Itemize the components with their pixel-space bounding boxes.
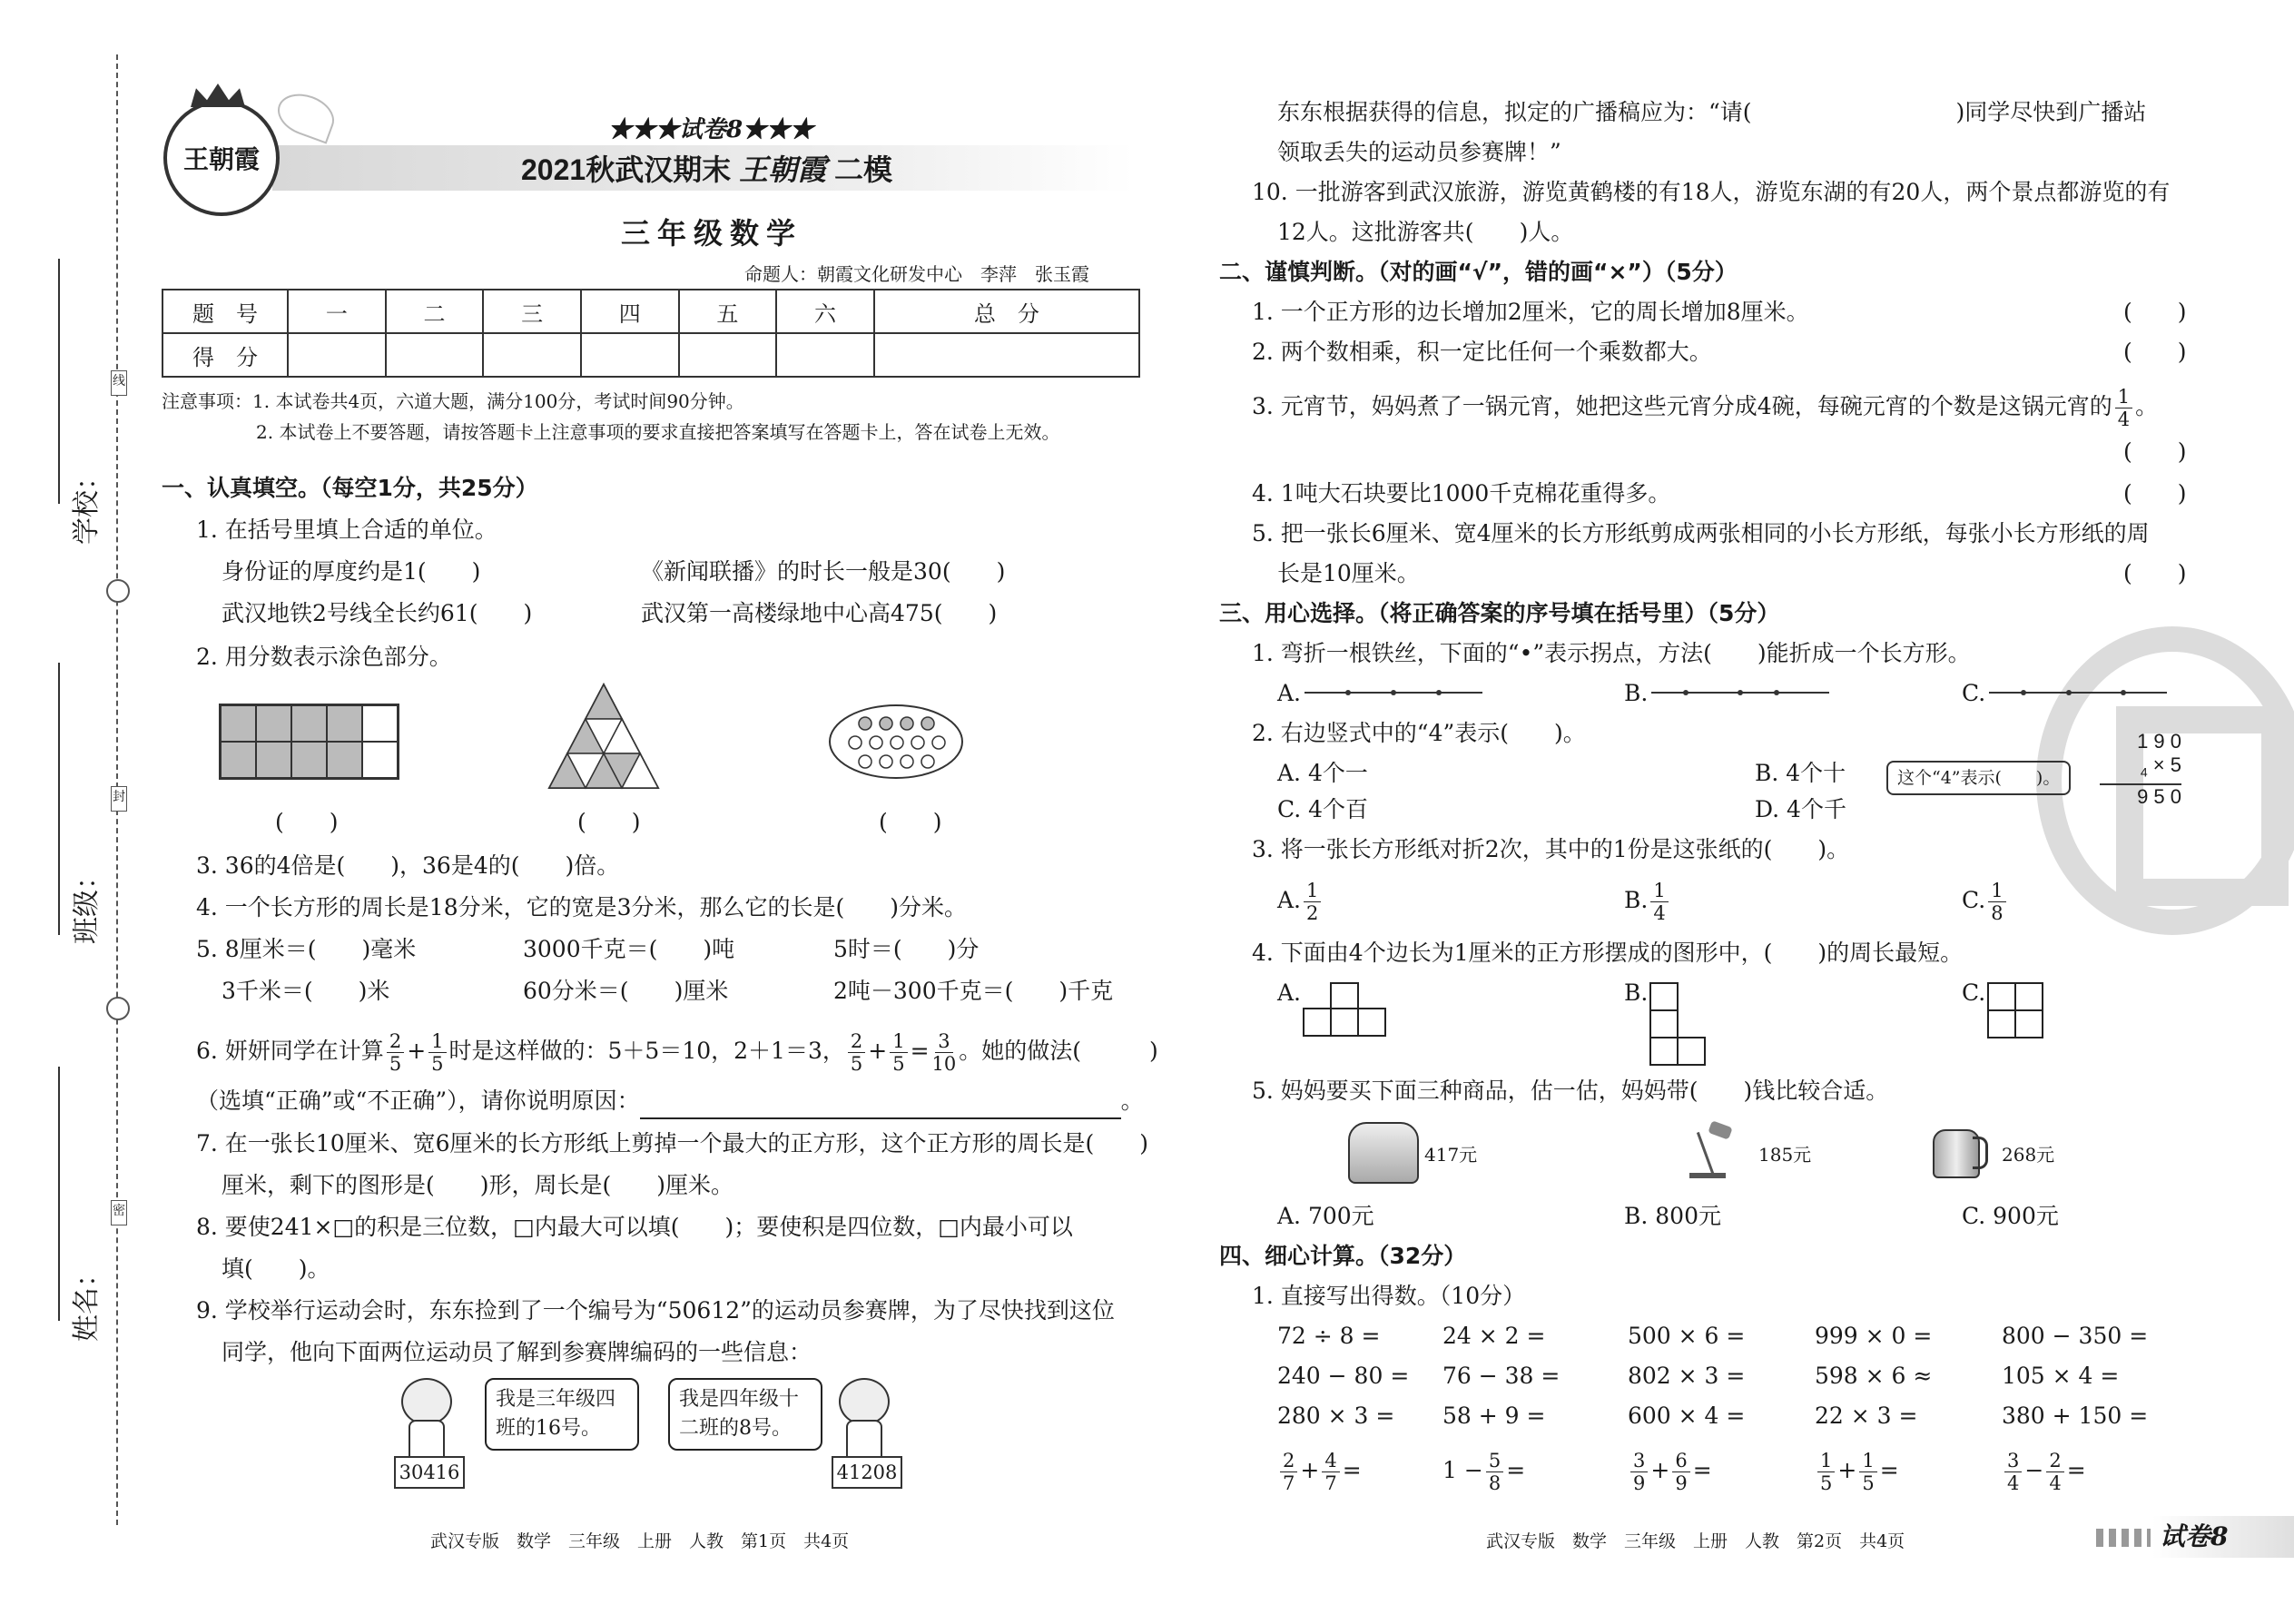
title-main: 2021秋武汉期末: [521, 153, 732, 186]
footer-dots-icon: [2096, 1529, 2151, 1547]
footer-right: 武汉专版 数学 三年级 上册 人教 第2页 共4页: [1486, 1531, 1905, 1551]
fraction: $\frac{1}{4}$: [2115, 386, 2132, 430]
j5b: 长是10厘米。: [1277, 560, 1420, 586]
binding-mark-mi: 密: [111, 1200, 127, 1225]
frac-calc-5: $\frac{3}{4}$ − $\frac{2}{4}$ =: [2002, 1443, 2086, 1498]
binding-mark-xian: 线: [111, 370, 127, 396]
c1-option-b[interactable]: B.: [1624, 680, 1649, 706]
kettle-icon: [1925, 1120, 1989, 1180]
boy-avatar: [833, 1378, 891, 1456]
c3-option-b[interactable]: B. $\frac{1}{4}$: [1624, 875, 1671, 926]
score-cell[interactable]: [386, 333, 484, 377]
q2: 2. 用分数表示涂色部分。: [196, 644, 452, 670]
shaded-triangle-figure: [547, 683, 660, 790]
q8a: 8. 要使241×□的积是三位数，□内最大可以填( )；要使积是四位数，□内最小可以: [196, 1214, 1073, 1240]
c5: 5. 妈妈要买下面三种商品，估一估，妈妈带( )钱比较合适。: [1252, 1078, 1889, 1104]
girl-avatar: [396, 1378, 454, 1456]
score-row-label: 得 分: [162, 333, 288, 377]
shape-a: [1303, 982, 1412, 1037]
vertical-calc: [2100, 730, 2181, 809]
score-header: 题 号: [162, 290, 288, 333]
c4-option-c[interactable]: C.: [1962, 979, 1986, 1006]
price-2: 185元: [1758, 1144, 1812, 1166]
name-label: 姓名：: [71, 1260, 103, 1342]
exam-number: ★★★试卷8★★★: [608, 116, 814, 143]
q1a: 身份证的厚度约是1( ): [222, 558, 481, 585]
c5-option-c[interactable]: C. 900元: [1962, 1203, 2059, 1229]
r2: 领取丢失的运动员参赛牌！”: [1277, 139, 1561, 165]
j1: 1. 一个正方形的边长增加2厘米，它的周长增加8厘米。: [1252, 299, 1809, 325]
calc-item: 802 × 3 =: [1628, 1363, 1746, 1389]
q5b: 3000千克＝( )吨: [523, 936, 735, 962]
c4-option-a[interactable]: A.: [1277, 979, 1302, 1006]
calc-item: 500 × 6 =: [1628, 1323, 1746, 1349]
c2-option-b[interactable]: B. 4个十: [1755, 760, 1846, 786]
r1: 东东根据获得的信息，拟定的广播稿应为：“请( )同学尽快到广播站: [1277, 99, 2147, 125]
c2-option-a[interactable]: A. 4个一: [1277, 760, 1368, 786]
wire-c: [1987, 686, 2169, 699]
note-1: 注意事项：1. 本试卷共4页，六道大题，满分100分，考试时间90分钟。: [162, 390, 744, 412]
wire-b: [1649, 686, 1831, 699]
q1d: 武汉第一高楼绿地中心高475( ): [641, 600, 998, 626]
calc-item: 76 − 38 =: [1442, 1363, 1561, 1389]
q5d: 3千米＝( )米: [222, 978, 390, 1004]
calc-item: 600 × 4 =: [1628, 1403, 1746, 1429]
q2-blank-a[interactable]: ( ): [275, 809, 339, 835]
q3: 3. 36的4倍是( )，36是4的( )倍。: [196, 852, 620, 879]
frac-calc-3: $\frac{3}{9}$ + $\frac{6}{9}$ =: [1628, 1443, 1712, 1498]
score-table: [162, 289, 1140, 378]
fraction: $\frac{1}{4}$: [1650, 880, 1668, 924]
c4-option-b[interactable]: B.: [1624, 979, 1649, 1006]
calc-item: 22 × 3 =: [1815, 1403, 1918, 1429]
q5a: 5. 8厘米＝( )毫米: [196, 936, 417, 962]
school-label: 学校：: [71, 463, 103, 545]
exam-title: [521, 147, 892, 189]
score-cell[interactable]: [776, 333, 874, 377]
fraction: $\frac{1}{5}$: [890, 1030, 907, 1075]
q7b: 厘米，剩下的图形是( )形，周长是( )厘米。: [222, 1172, 734, 1198]
score-header: 总 分: [874, 290, 1139, 333]
fraction: $\frac{1}{8}$: [1988, 880, 2005, 924]
subject-title: 三年级数学: [621, 216, 803, 251]
c2-option-d[interactable]: D. 4个千: [1755, 796, 1846, 822]
calc-item: 24 × 2 =: [1442, 1323, 1546, 1349]
j3-paren[interactable]: ( ): [2123, 438, 2187, 465]
j5a: 5. 把一张长6厘米、宽4厘米的长方形纸剪成两张相同的小长方形纸，每张小长方形纸的周: [1252, 520, 2150, 546]
right-page: [1147, 0, 2294, 1624]
badge-41208: 41208: [832, 1456, 902, 1489]
frac-calc-4: $\frac{1}{5}$ + $\frac{1}{5}$ =: [1815, 1443, 1899, 1498]
k1: 1. 直接写出得数。（10分）: [1252, 1283, 1526, 1309]
q6-end: 她的做法( ): [981, 1038, 1158, 1064]
q9b: 同学，他向下面两位运动员了解到参赛牌编码的一些信息：: [222, 1339, 812, 1365]
c5-option-a[interactable]: A. 700元: [1277, 1203, 1374, 1229]
c5-option-b[interactable]: B. 800元: [1624, 1203, 1721, 1229]
j5-paren[interactable]: ( ): [2123, 560, 2187, 586]
q6-line2: （选填“正确”或“不正确”），请你说明原因： 。: [196, 1085, 1144, 1119]
binding-tick: [58, 1067, 60, 1321]
j2-paren[interactable]: ( ): [2123, 339, 2187, 365]
score-cell[interactable]: [679, 333, 777, 377]
badge-30416: 30416: [394, 1456, 465, 1489]
calc-item: 105 × 4 =: [2002, 1363, 2120, 1389]
calc-item: 58 + 9 =: [1442, 1403, 1546, 1429]
shaded-circles-figure: [828, 704, 964, 780]
q2-blank-b[interactable]: ( ): [577, 809, 641, 835]
calc-carry: 4: [2140, 764, 2148, 780]
q7a: 7. 在一张长10厘米、宽6厘米的长方形纸上剪掉一个最大的正方形，这个正方形的周长是( ): [196, 1130, 1149, 1156]
j1-paren[interactable]: ( ): [2123, 299, 2187, 325]
section-2-title: 二、谨慎判断。（对的画“√”，错的画“×”）（5分）: [1219, 259, 1738, 285]
calc-item: 999 × 0 =: [1815, 1323, 1933, 1349]
fraction: $\frac{3}{10}$: [931, 1030, 957, 1075]
footer-exam-tag: 试卷8: [2152, 1516, 2294, 1558]
price-1: 417元: [1424, 1144, 1478, 1166]
q1c: 武汉地铁2号线全长约61( ): [222, 600, 533, 626]
section-1-title: 一、认真填空。（每空1分，共25分）: [162, 475, 538, 501]
q2-blank-c[interactable]: ( ): [879, 809, 942, 835]
c1: 1. 弯折一根铁丝，下面的“•”表示拐点，方法( )能折成一个长方形。: [1252, 640, 1971, 666]
logo-badge: [163, 100, 280, 216]
score-header: 一: [288, 290, 386, 333]
crown-icon: [191, 84, 245, 107]
q5c: 5时＝( )分: [833, 936, 980, 962]
shape-b: [1649, 982, 1722, 1064]
note-2: 2. 本试卷上不要答题，请按答题卡上注意事项的要求直接把答案填写在答题卡上，答在试卷上无效。: [256, 421, 1060, 443]
score-cell[interactable]: [288, 333, 386, 377]
j4-paren[interactable]: ( ): [2123, 480, 2187, 507]
q1b: 《新闻联播》的时长一般是30( ): [641, 558, 1006, 585]
binding-tick: [58, 663, 60, 935]
r3: 10. 一批游客到武汉旅游，游览黄鹤楼的有18人，游览东湖的有20人，两个景点都游览的有: [1252, 179, 2171, 205]
ribbon-icon: [271, 86, 340, 143]
q5e: 60分米＝( )厘米: [523, 978, 729, 1004]
logo-text: 王朝霞: [182, 144, 260, 174]
authors: 命题人：朝霞文化研发中心 李萍 张玉霞: [744, 263, 1089, 285]
score-header: 五: [679, 290, 777, 333]
j3: 3. 元宵节，妈妈煮了一锅元宵，她把这些元宵分成4碗，每碗元宵的个数是这锅元宵的 $\frac{1}{4}$ 。: [1252, 386, 2159, 430]
fraction: $\frac{2}{5}$: [387, 1030, 404, 1075]
c3-option-c[interactable]: C. $\frac{1}{8}$: [1962, 875, 2009, 926]
c4: 4. 下面由4个边长为1厘米的正方形摆成的图形中，( )的周长最短。: [1252, 940, 1964, 966]
footer-left: 武汉专版 数学 三年级 上册 人教 第1页 共4页: [430, 1531, 850, 1551]
section-3-title: 三、用心选择。（将正确答案的序号填在括号里）（5分）: [1219, 600, 1780, 626]
score-cell[interactable]: [874, 333, 1139, 377]
calc-item: 380 + 150 =: [2002, 1403, 2149, 1429]
calc-row-2: $_4$ × 5: [2100, 753, 2181, 785]
calc-item: 280 × 3 =: [1277, 1403, 1395, 1429]
calc-row-3: 9 5 0: [2137, 785, 2181, 809]
binding-dot-icon: [106, 579, 130, 603]
j4: 4. 1吨大石块要比1000千克棉花重得多。: [1252, 480, 1671, 507]
c2: 2. 右边竖式中的“4”表示( )。: [1252, 720, 1586, 746]
score-cell[interactable]: [581, 333, 679, 377]
q5f: 2吨－300千克＝( )千克: [833, 978, 1114, 1004]
c1-option-c[interactable]: C.: [1962, 680, 1986, 706]
wire-a: [1303, 686, 1484, 699]
score-header: 四: [581, 290, 679, 333]
c1-option-a[interactable]: A.: [1277, 680, 1302, 706]
c3: 3. 将一张长方形纸对折2次，其中的1份是这张纸的( )。: [1252, 836, 1850, 862]
shaded-rectangle-figure: [219, 704, 399, 780]
binding-mark-feng: 封: [111, 786, 127, 812]
calc-item: 240 − 80 =: [1277, 1363, 1410, 1389]
score-cell[interactable]: [483, 333, 581, 377]
price-3: 268元: [2002, 1144, 2055, 1166]
shape-c: [1987, 982, 2045, 1040]
q6-pre: 6. 妍妍同学在计算: [196, 1038, 384, 1064]
q6-mid: 时是这样做的：5＋5＝10，2＋1＝3，: [448, 1038, 845, 1064]
section-4-title: 四、细心计算。（32分）: [1219, 1243, 1467, 1269]
calc-row-1: 1 9 0: [2137, 730, 2181, 753]
c2-option-c[interactable]: C. 4个百: [1277, 796, 1369, 822]
c3-option-a[interactable]: A. $\frac{1}{2}$: [1277, 875, 1324, 926]
score-header: 六: [776, 290, 874, 333]
fraction: $\frac{1}{2}$: [1304, 880, 1321, 924]
calc-item: 800 − 350 =: [2002, 1323, 2149, 1349]
desk-lamp-icon: [1684, 1122, 1738, 1180]
frac-calc-1: $\frac{2}{7}$ + $\frac{4}{7}$ =: [1277, 1443, 1362, 1498]
j2: 2. 两个数相乘，积一定比任何一个乘数都大。: [1252, 339, 1712, 365]
r4: 12人。这批游客共( )人。: [1277, 219, 1574, 245]
score-header: 二: [386, 290, 484, 333]
binding-tick: [58, 259, 60, 504]
c2-callout: 这个“4”表示( )。: [1886, 761, 2071, 795]
score-header: 三: [483, 290, 581, 333]
q6: 6. 妍妍同学在计算 $\frac{2}{5}$ + $\frac{1}{5}$ 时是这样做的：5＋5＝10，2＋1＝3， $\frac{2}{5}$ + $\frac{1}{5}$ = $\frac{3}{10}$ 。她的做法( ): [196, 1030, 1158, 1075]
speech-bubble-boy: 我是四年级十二班的8号。: [668, 1378, 822, 1451]
q4: 4. 一个长方形的周长是18分米，它的宽是3分米，那么它的长是( )分米。: [196, 894, 968, 920]
rice-cooker-icon: [1348, 1122, 1419, 1184]
class-label: 班级：: [71, 862, 103, 944]
calc-item: 72 ÷ 8 =: [1277, 1323, 1381, 1349]
fraction: $\frac{2}{5}$: [848, 1030, 865, 1075]
fraction: $\frac{1}{5}$: [428, 1030, 446, 1075]
binding-dot-icon: [106, 997, 130, 1020]
q6-answer-line[interactable]: [640, 1085, 1121, 1119]
title-suffix: 二模: [834, 153, 893, 186]
frac-calc-2: 1 − $\frac{5}{8}$ =: [1442, 1450, 1526, 1494]
q8b: 填( )。: [222, 1255, 330, 1282]
q9a: 9. 学校举行运动会时，东东捡到了一个编号为“50612”的运动员参赛牌，为了尽快找到这位: [196, 1297, 1115, 1324]
calc-item: 598 × 6 ≈: [1815, 1363, 1933, 1389]
title-brand: 王朝霞: [739, 153, 827, 187]
q1: 1. 在括号里填上合适的单位。: [196, 517, 497, 543]
speech-bubble-girl: 我是三年级四班的16号。: [485, 1378, 639, 1451]
